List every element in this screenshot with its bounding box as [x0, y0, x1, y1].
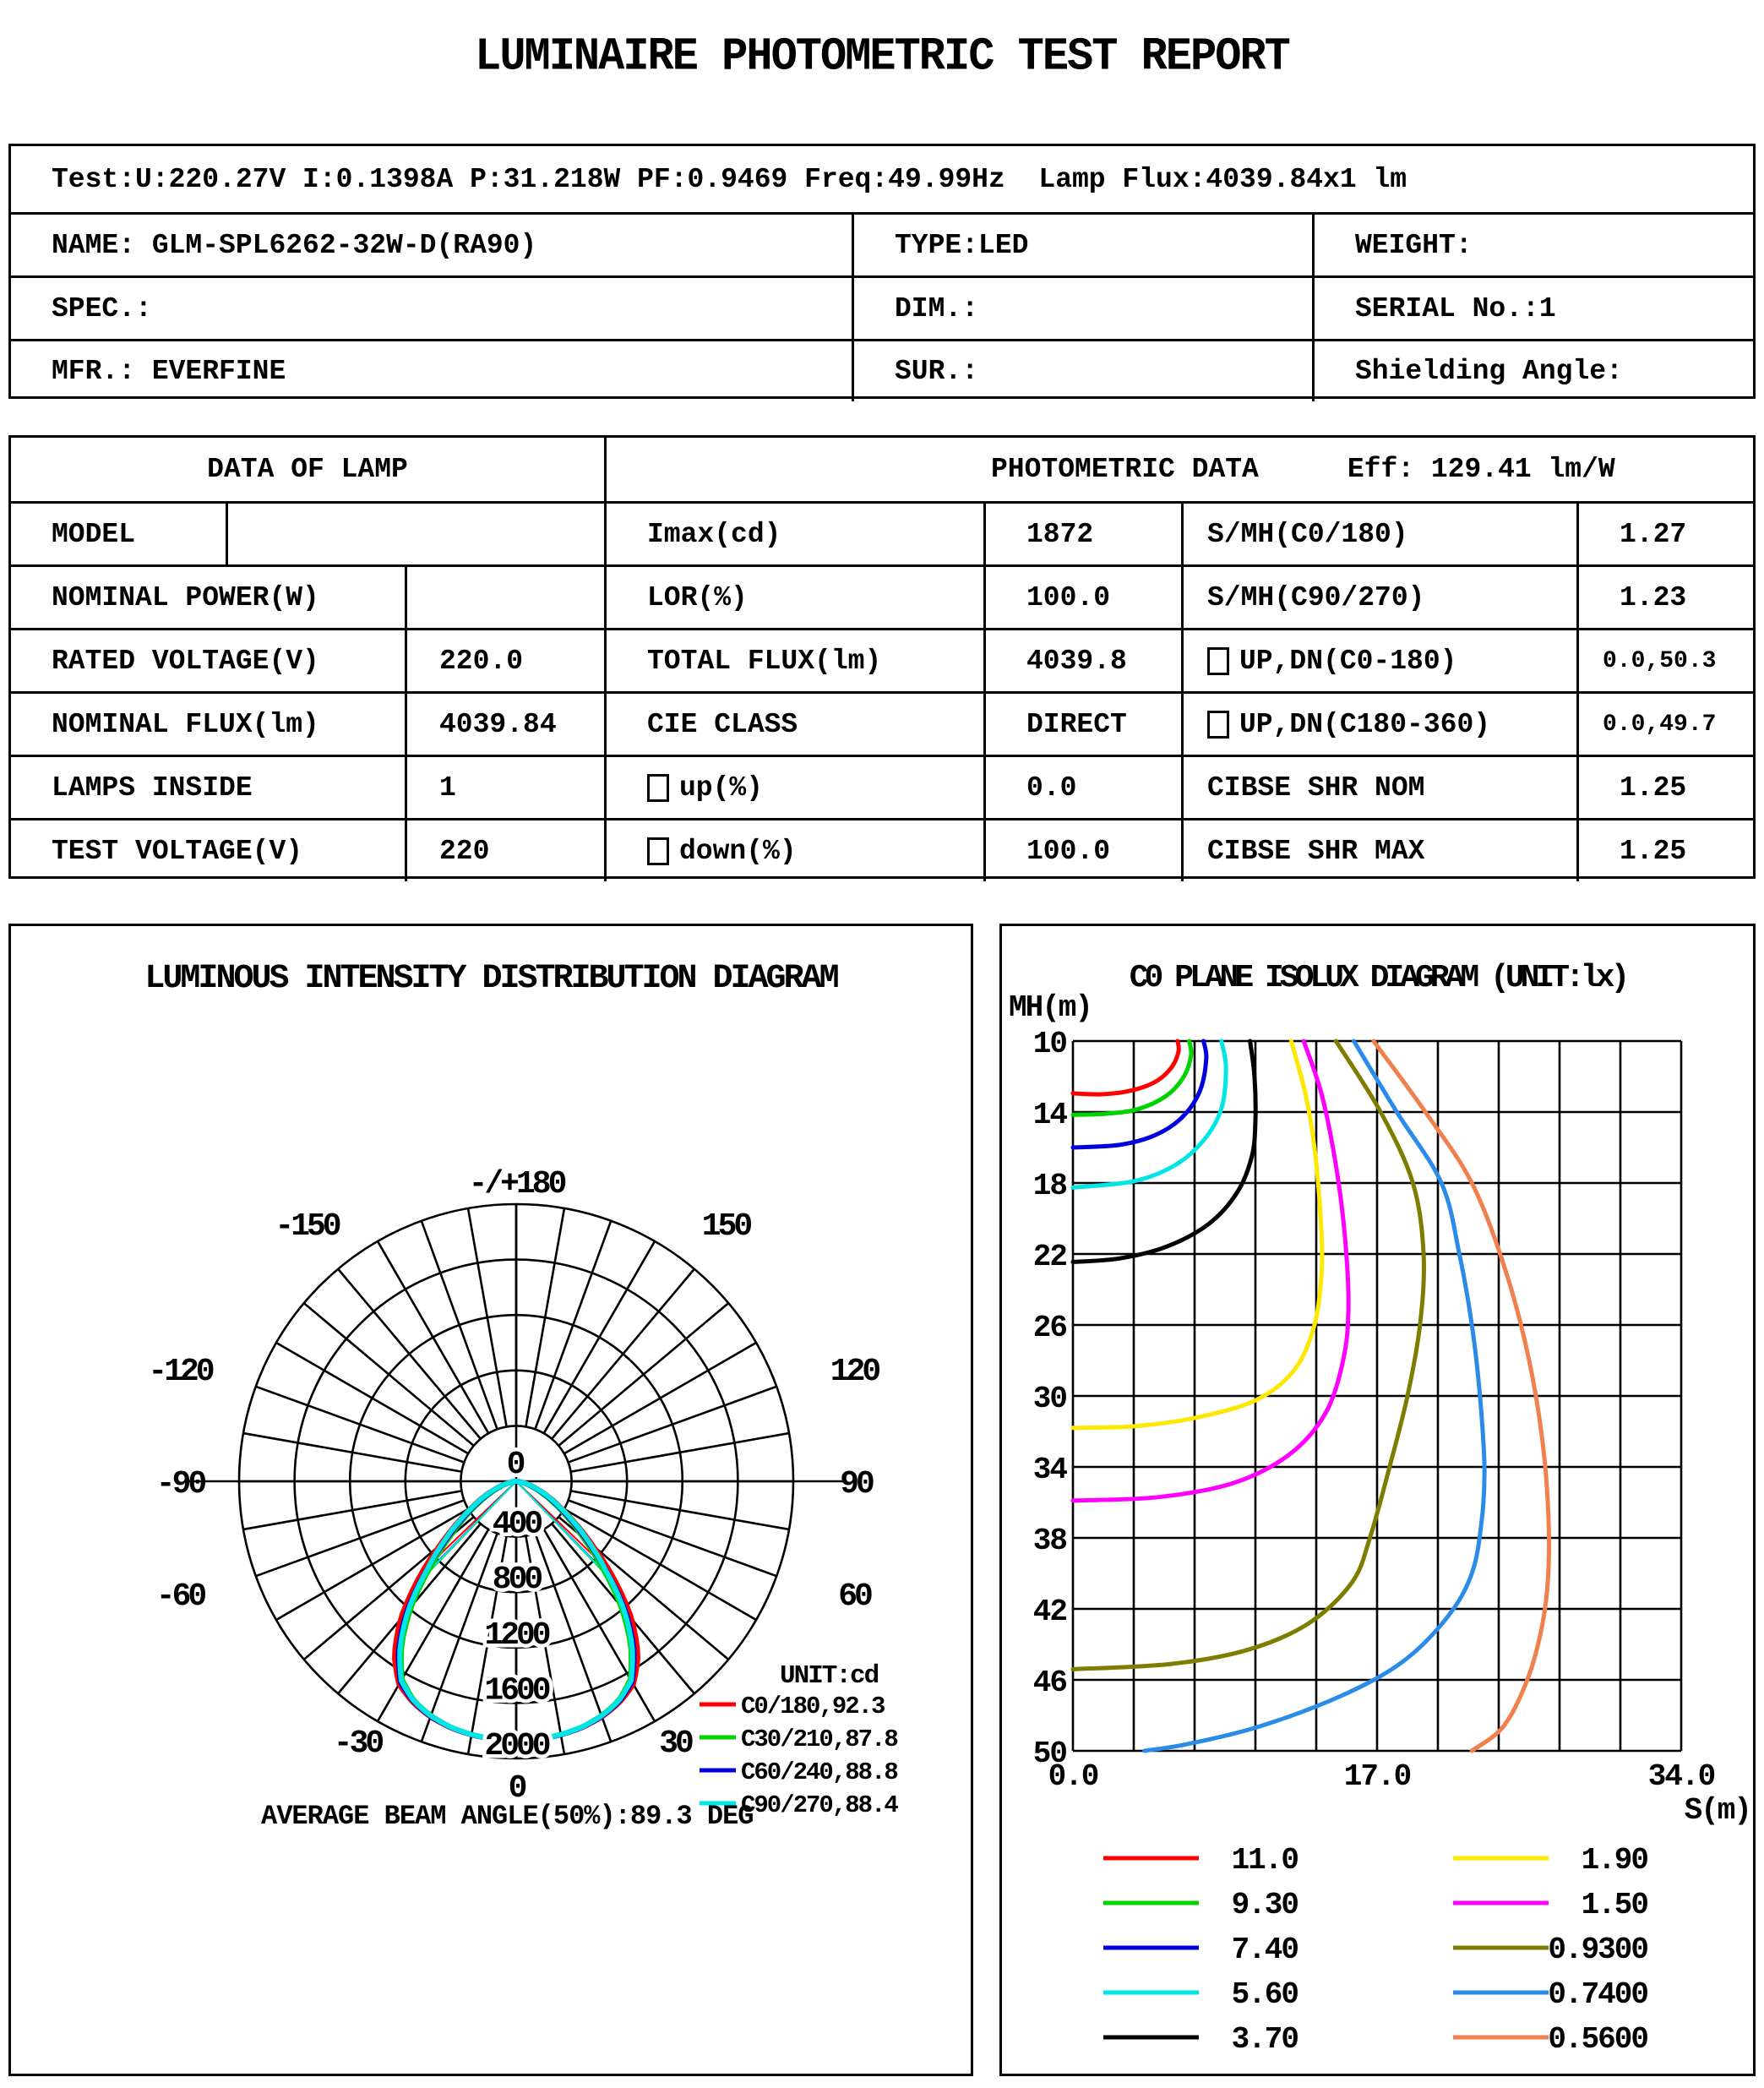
mfr-field: MFR.: EVERFINE [52, 356, 286, 387]
shielding-angle-field: Shielding Angle: [1312, 341, 1753, 401]
flux-updn-c180-text: UP,DN(C180-360) [1239, 708, 1491, 740]
model-value [226, 504, 604, 564]
cie-class-value: DIRECT [983, 694, 1181, 755]
svg-text:2000: 2000 [484, 1728, 548, 1764]
svg-text:1600: 1600 [484, 1672, 548, 1709]
flux-down-text: down(%) [679, 835, 797, 867]
data-row-nominal-power [11, 564, 1753, 628]
svg-text:10: 10 [1032, 1027, 1066, 1061]
page-title: LUMINAIRE PHOTOMETRIC TEST REPORT [475, 30, 1289, 84]
svg-text:C30/210,87.8: C30/210,87.8 [741, 1725, 897, 1753]
imax-label: Imax(cd) [604, 504, 983, 564]
svg-text:S(m): S(m) [1684, 1793, 1750, 1828]
svg-text:-150: -150 [275, 1208, 339, 1245]
efficacy-value: Eff: 129.41 lm/W [1347, 454, 1615, 485]
svg-text:18: 18 [1032, 1169, 1066, 1203]
lamps-inside-label: LAMPS INSIDE [52, 771, 253, 804]
polar-chart-svg [11, 926, 971, 2074]
test-voltage-value: 220 [405, 820, 604, 881]
flux-updn-c180-value: 0.0,49.7 [1576, 694, 1753, 755]
svg-text:C90/270,88.4: C90/270,88.4 [741, 1791, 897, 1819]
test-conditions: Test:U:220.27V I:0.1398A P:31.218W PF:0.9469 Freq:49.99Hz Lamp Flux:4039.84x1 lm [52, 163, 1407, 195]
flux-updn-c0-label [1181, 630, 1576, 691]
phi-glyph-box [647, 837, 669, 865]
svg-text:-90: -90 [155, 1466, 204, 1502]
data-row-test-voltage [11, 818, 1753, 881]
svg-text:26: 26 [1032, 1311, 1066, 1345]
svg-text:9.30: 9.30 [1231, 1888, 1298, 1922]
flux-updn-c0-text: UP,DN(C0-180) [1239, 645, 1457, 677]
sur-field: SUR.: [852, 341, 1312, 401]
flux-down-value: 100.0 [983, 820, 1181, 881]
model-label: MODEL [52, 518, 136, 550]
imax-value: 1872 [983, 504, 1181, 564]
svg-text:42: 42 [1032, 1595, 1066, 1629]
data-row-nominal-flux [11, 691, 1753, 755]
svg-text:3.70: 3.70 [1231, 2022, 1298, 2057]
flux-updn-c0-value: 0.0,50.3 [1576, 630, 1753, 691]
data-table [8, 435, 1756, 879]
svg-text:AVERAGE BEAM ANGLE(50%):89.3 D: AVERAGE BEAM ANGLE(50%):89.3 DEG [261, 1801, 754, 1832]
svg-text:0.9300: 0.9300 [1548, 1933, 1647, 1967]
cibse-shr-nom-value: 1.25 [1576, 757, 1753, 818]
cibse-shr-nom-label: CIBSE SHR NOM [1181, 757, 1576, 818]
svg-text:400: 400 [492, 1506, 541, 1543]
svg-text:11.0: 11.0 [1231, 1843, 1298, 1878]
svg-text:-120: -120 [148, 1354, 212, 1390]
phi-glyph-box [1207, 647, 1229, 675]
weight-field: WEIGHT: [1312, 215, 1753, 275]
phi-glyph-box [647, 774, 669, 802]
cie-class-label: CIE CLASS [604, 694, 983, 755]
flux-up-text: up(%) [679, 771, 764, 804]
isolux-chart-title: C0 PLANE ISOLUX DIAGRAM (UNIT:lx) [1129, 960, 1626, 996]
total-flux-label: TOTAL FLUX(lm) [604, 630, 983, 691]
info-table [8, 144, 1756, 399]
photometric-data-label: PHOTOMETRIC DATA [991, 454, 1259, 485]
smh-c0-label: S/MH(C0/180) [1181, 504, 1576, 564]
luminous-intensity-diagram-box [8, 924, 973, 2076]
svg-text:800: 800 [492, 1562, 541, 1599]
svg-text:-/+180: -/+180 [468, 1166, 564, 1202]
svg-text:60: 60 [838, 1578, 870, 1615]
svg-text:34: 34 [1032, 1453, 1066, 1487]
total-flux-value: 4039.8 [983, 630, 1181, 691]
data-table-header [11, 438, 1753, 501]
rated-voltage-label: RATED VOLTAGE(V) [52, 645, 319, 677]
smh-c90-value: 1.23 [1576, 567, 1753, 628]
svg-text:MH(m): MH(m) [1009, 990, 1092, 1025]
phi-glyph-box [1207, 711, 1229, 739]
svg-text:1.90: 1.90 [1581, 1843, 1647, 1878]
svg-text:50: 50 [1032, 1736, 1066, 1771]
svg-text:30: 30 [659, 1725, 691, 1762]
nominal-power-label: NOMINAL POWER(W) [52, 581, 319, 613]
svg-text:30: 30 [1032, 1382, 1066, 1416]
svg-text:0: 0 [506, 1447, 526, 1483]
svg-text:46: 46 [1032, 1665, 1066, 1700]
svg-text:C60/240,88.8: C60/240,88.8 [741, 1758, 897, 1786]
nominal-flux-value: 4039.84 [405, 694, 604, 755]
cibse-shr-max-label: CIBSE SHR MAX [1181, 820, 1576, 881]
svg-text:22: 22 [1032, 1240, 1066, 1274]
polar-chart-title: LUMINOUS INTENSITY DISTRIBUTION DIAGRAM [144, 960, 837, 998]
photometric-data-header [604, 438, 1753, 501]
svg-text:0.7400: 0.7400 [1548, 1977, 1647, 2012]
data-row-model [11, 501, 1753, 564]
dim-field: DIM.: [852, 278, 1312, 339]
svg-text:5.60: 5.60 [1231, 1977, 1298, 2012]
svg-text:0.0: 0.0 [1048, 1759, 1098, 1794]
svg-text:1.50: 1.50 [1581, 1888, 1647, 1922]
type-field: TYPE:LED [852, 215, 1312, 275]
smh-c0-value: 1.27 [1576, 504, 1753, 564]
info-test-row [11, 146, 1753, 212]
svg-text:14: 14 [1032, 1098, 1066, 1132]
svg-text:C0/180,92.3: C0/180,92.3 [741, 1693, 885, 1720]
flux-down-label [604, 820, 983, 881]
isolux-chart-svg [1002, 926, 1753, 2074]
svg-text:38: 38 [1032, 1524, 1066, 1558]
isolux-diagram-box [999, 924, 1756, 2076]
nominal-power-value [405, 567, 604, 628]
flux-updn-c180-label [1181, 694, 1576, 755]
data-row-lamps-inside [11, 755, 1753, 818]
svg-text:UNIT:cd: UNIT:cd [780, 1661, 879, 1691]
svg-text:150: 150 [701, 1208, 750, 1245]
data-of-lamp-header: DATA OF LAMP [207, 454, 408, 485]
svg-text:-60: -60 [155, 1578, 204, 1615]
rated-voltage-value: 220.0 [405, 630, 604, 691]
svg-text:-30: -30 [333, 1725, 382, 1762]
test-voltage-label: TEST VOLTAGE(V) [52, 835, 303, 867]
spec-field: SPEC.: [52, 292, 152, 324]
info-row-1 [11, 212, 1753, 275]
lor-label: LOR(%) [604, 567, 983, 628]
info-row-2 [11, 275, 1753, 339]
svg-text:34.0: 34.0 [1647, 1759, 1715, 1794]
lor-value: 100.0 [983, 567, 1181, 628]
cibse-shr-max-value: 1.25 [1576, 820, 1753, 881]
svg-text:0: 0 [508, 1770, 525, 1807]
svg-text:0.5600: 0.5600 [1548, 2022, 1647, 2057]
svg-text:1200: 1200 [484, 1616, 548, 1654]
data-row-rated-voltage [11, 628, 1753, 691]
svg-text:90: 90 [840, 1466, 872, 1502]
svg-text:120: 120 [830, 1354, 879, 1390]
name-field: NAME: GLM-SPL6262-32W-D(RA90) [52, 229, 537, 261]
smh-c90-label: S/MH(C90/270) [1181, 567, 1576, 628]
flux-up-value: 0.0 [983, 757, 1181, 818]
flux-up-label [604, 757, 983, 818]
lamps-inside-value: 1 [405, 757, 604, 818]
svg-text:7.40: 7.40 [1231, 1933, 1298, 1967]
serial-field: SERIAL No.:1 [1312, 278, 1753, 339]
info-row-3 [11, 339, 1753, 401]
nominal-flux-label: NOMINAL FLUX(lm) [52, 708, 319, 740]
svg-text:17.0: 17.0 [1343, 1759, 1411, 1794]
